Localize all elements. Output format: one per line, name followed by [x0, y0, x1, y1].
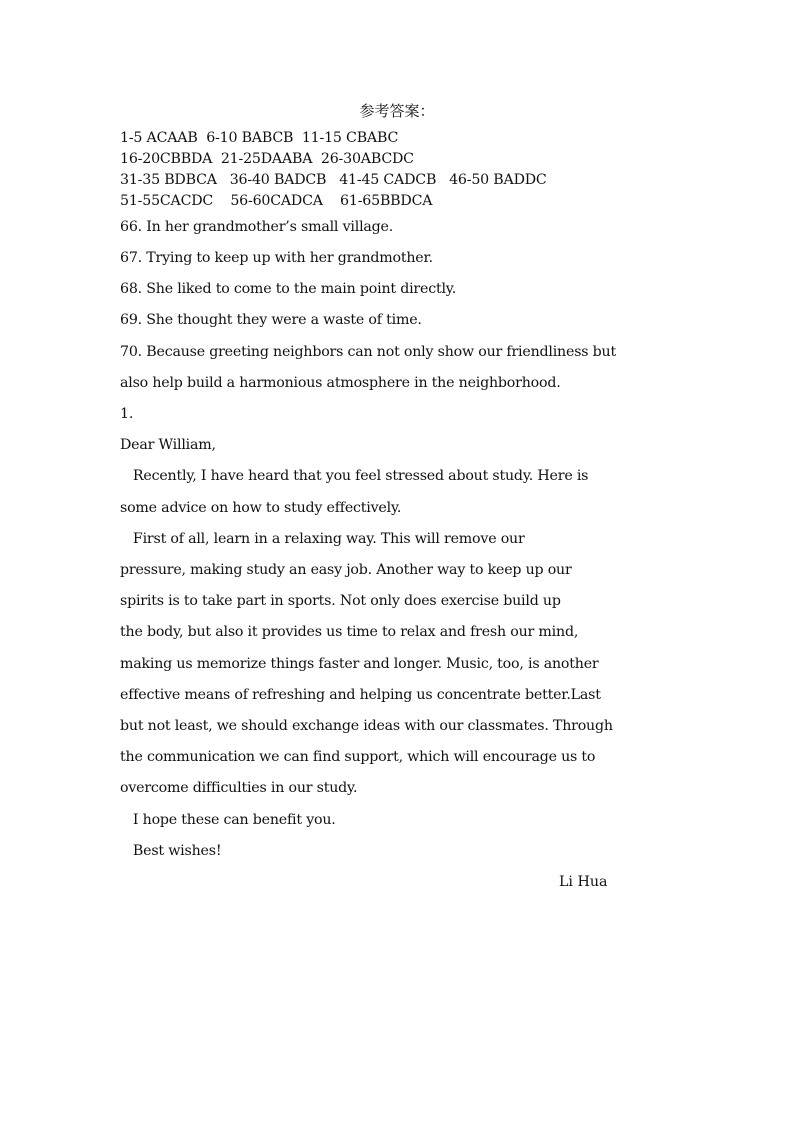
essay-line: First of all, learn in a relaxing way. This will remove our — [120, 531, 525, 547]
answer-key-line: 1-5 ACAAB 6-10 BABCB 11-15 CBABC — [120, 130, 399, 146]
short-answer-line: 68. She liked to come to the main point directly. — [120, 281, 457, 297]
short-answer-line: 69. She thought they were a waste of time. — [120, 312, 422, 328]
essay-line: the body, but also it provides us time to relax and fresh our mind, — [120, 624, 579, 640]
short-answer-line: also help build a harmonious atmosphere in the neighborhood. — [120, 375, 561, 391]
page-title: 参考答案： — [359, 102, 435, 120]
essay-number: 1. — [120, 406, 134, 422]
answer-key-line: 51-55CACDC 56-60CADCA 61-65BBDCA — [120, 193, 433, 209]
essay-line: Best wishes! — [120, 843, 222, 859]
essay-line: spirits is to take part in sports. Not only does exercise build up — [120, 593, 561, 609]
essay-line: but not least, we should exchange ideas with our classmates. Through — [120, 718, 613, 734]
short-answer-line: 70. Because greeting neighbors can not only show our friendliness but — [120, 344, 616, 360]
essay-line: overcome difficulties in our study. — [120, 780, 358, 796]
short-answer-line: 66. In her grandmother’s small village. — [120, 219, 394, 235]
essay-line: pressure, making study an easy job. Another way to keep up our — [120, 562, 572, 578]
essay-line: the communication we can find support, which will encourage us to — [120, 749, 596, 765]
essay-line: some advice on how to study effectively. — [120, 500, 402, 516]
answer-key-line: 31-35 BDBCA 36-40 BADCB 41-45 CADCB 46-50 BADDC — [120, 172, 547, 188]
answer-key-line: 16-20CBBDA 21-25DAABA 26-30ABCDC — [120, 151, 414, 167]
essay-line: Recently, I have heard that you feel stressed about study. Here is — [120, 468, 589, 484]
short-answer-line: 67. Trying to keep up with her grandmother. — [120, 250, 433, 266]
essay-line: making us memorize things faster and longer. Music, too, is another — [120, 656, 599, 672]
salutation: Dear William, — [120, 437, 216, 453]
signature: Li Hua — [559, 874, 608, 890]
essay-line: effective means of refreshing and helping us concentrate better.Last — [120, 687, 601, 703]
essay-line: I hope these can benefit you. — [120, 812, 336, 828]
